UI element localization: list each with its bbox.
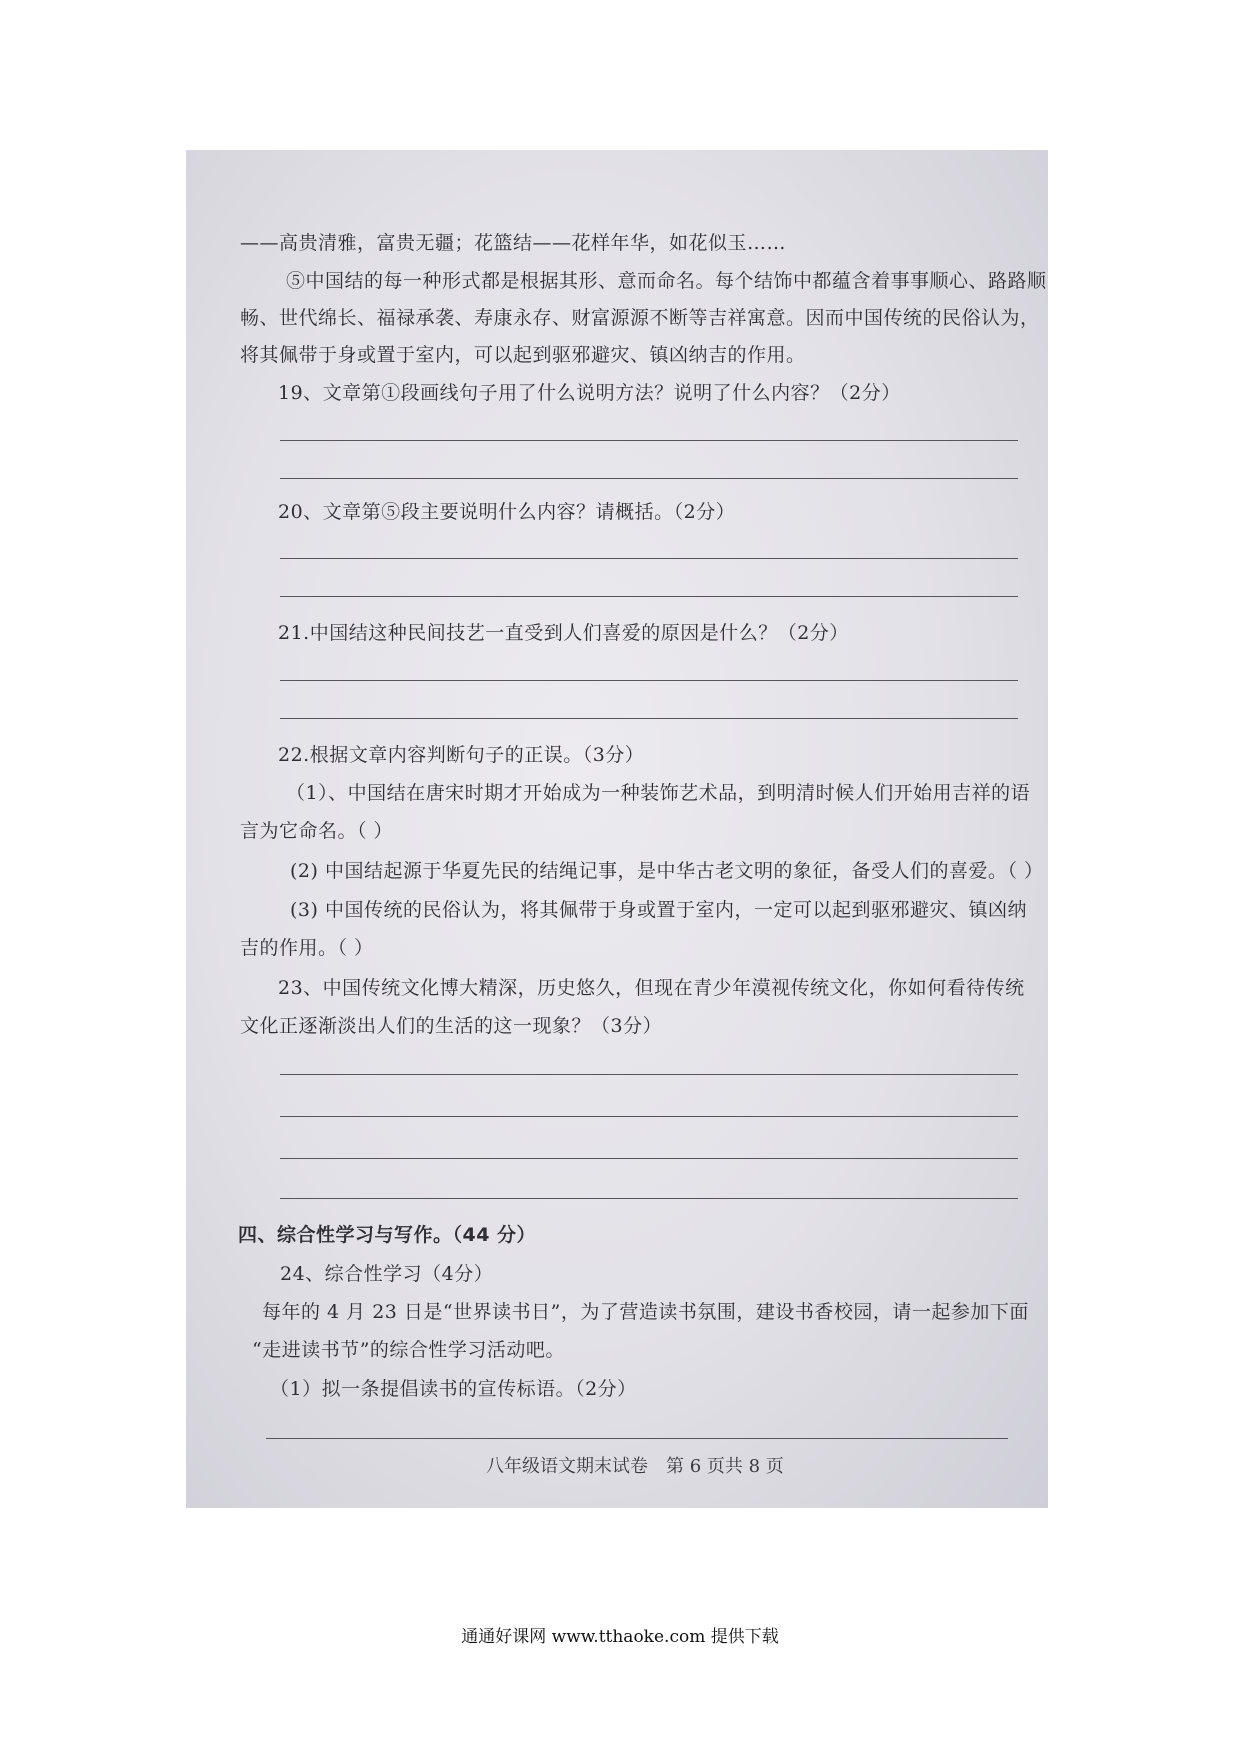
question-22-item-2: (2) 中国结起源于华夏先民的结绳记事，是中华古老文明的象征，备受人们的喜爱。（ ） [290,860,1044,882]
question-22: 22.根据文章内容判断句子的正误。（3分） [278,744,645,766]
answer-line [266,1438,1008,1439]
question-24: 24、综合性学习（4分） [280,1263,494,1285]
question-22-item-3-cont: 吉的作用。（ ） [240,937,374,959]
download-footer: 通通好课网 www.tthaoke.com 提供下载 [461,1627,779,1647]
question-22-item-1-cont: 言为它命名。（ ） [240,820,394,842]
answer-line [280,596,1018,597]
question-22-item-1: （1）、中国结在唐宋时期才开始成为一种装饰艺术品，到明清时候人们开始用吉祥的语 [286,782,1031,804]
scanned-exam-photo [186,150,1048,1508]
passage-line: 畅、世代绵长、福禄承袭、寿康永存、财富源源不断等吉祥寓意。因而中国传统的民俗认为， [240,307,1040,329]
question-23: 23、中国传统文化博大精深，历史悠久，但现在青少年漠视传统文化，你如何看待传统 [278,977,1025,999]
question-24-item-1: （1）拟一条提倡读书的宣传标语。（2分） [270,1378,637,1400]
answer-line [280,1074,1018,1075]
answer-line [280,680,1018,681]
section-4-heading: 四、综合性学习与写作。（44 分） [238,1224,537,1246]
answer-line [280,478,1018,479]
answer-line [280,718,1018,719]
exam-page-footer: 八年级语文期末试卷 第 6 页共 8 页 [486,1456,784,1477]
question-24-text-cont: “走进读书节”的综合性学习活动吧。 [252,1339,565,1361]
passage-line: ——高贵清雅，富贵无疆；花篮结——花样年华，如花似玉…… [240,232,787,254]
question-24-text: 每年的 4 月 23 日是“世界读书日”，为了营造读书氛围，建设书香校园，请一起参加下面 [262,1301,1029,1323]
question-19: 19、文章第①段画线句子用了什么说明方法？说明了什么内容？（2分） [278,382,901,404]
passage-line: ⑤中国结的每一种形式都是根据其形、意而命名。每个结饰中都蕴含着事事顺心、路路顺 [286,270,1047,292]
answer-line [280,1198,1018,1199]
answer-line [280,440,1018,441]
passage-line: 将其佩带于身或置于室内，可以起到驱邪避灾、镇凶纳吉的作用。 [240,344,806,366]
answer-line [280,558,1018,559]
question-23-cont: 文化正逐渐淡出人们的生活的这一现象？（3分） [240,1015,663,1037]
question-21: 21.中国结这种民间技艺一直受到人们喜爱的原因是什么？（2分） [278,622,849,644]
answer-line [280,1116,1018,1117]
question-20: 20、文章第⑤段主要说明什么内容？请概括。（2分） [278,501,736,523]
answer-line [280,1158,1018,1159]
question-22-item-3: (3) 中国传统的民俗认为，将其佩带于身或置于室内，一定可以起到驱邪避灾、镇凶纳 [290,899,1027,921]
